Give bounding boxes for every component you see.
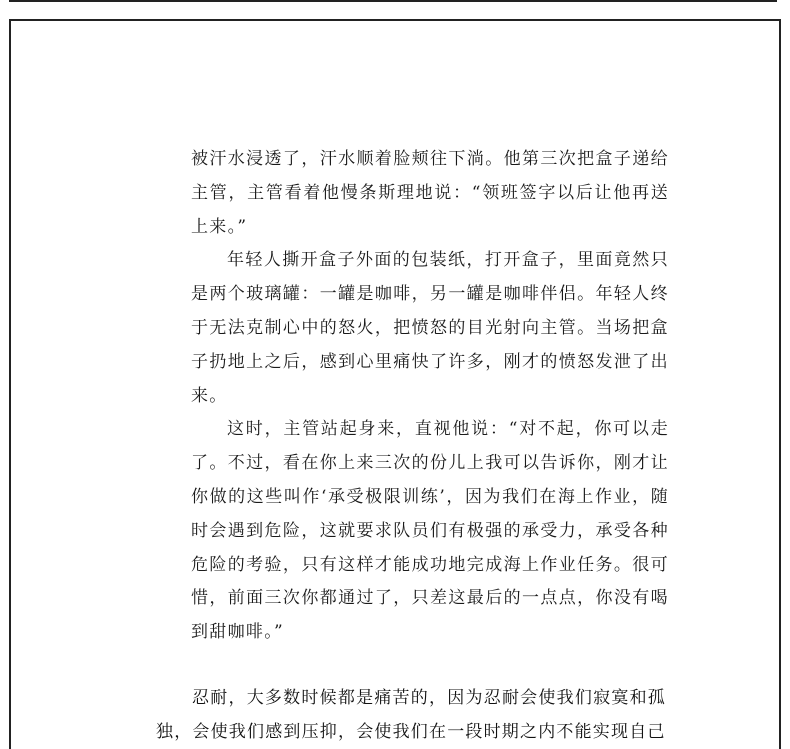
story-paragraph: 被汗水浸透了，汗水顺着脸颊往下淌。他第三次把盒子递给主管，主管看着他慢条斯理地说：“领班签字以后让他再送上来。” <box>191 149 669 237</box>
story-paragraph: 年轻人撕开盒子外面的包装纸，打开盒子，里面竟然只是两个玻璃罐：一罐是咖啡，另一罐是咖啡伴侣。年轻人终于无法克制心中的怒火，把愤怒的目光射向主管。当场把盒子扔地上之后，感到心里痛快了许多，刚才的愤怒发泄了出来。 <box>191 250 669 406</box>
essay-text <box>156 681 666 749</box>
essay-paragraph: 忍耐，大多数时候都是痛苦的，因为忍耐会使我们寂寞和孤独，会使我们感到压抑，会使我们在一段时期之内不能实现自己 <box>156 688 666 742</box>
story-paragraph: 这时，主管站起身来，直视他说：“对不起，你可以走了。不过，看在你上来三次的份儿上我可以告诉你，刚才让你做的这些叫作‘承受极限训练’，因为我们在海上作业，随时会遇到危险，这就要求队员们有极强的承受力，承受各种危险的考验，只有这样才能成功地完成海上作业任务。很可惜，前面三次你都通过了，只差这最后的一点点，你没有喝到甜咖啡。” <box>191 419 669 643</box>
document-page <box>9 19 781 749</box>
previous-page-edge <box>9 0 777 2</box>
story-text <box>191 143 669 650</box>
